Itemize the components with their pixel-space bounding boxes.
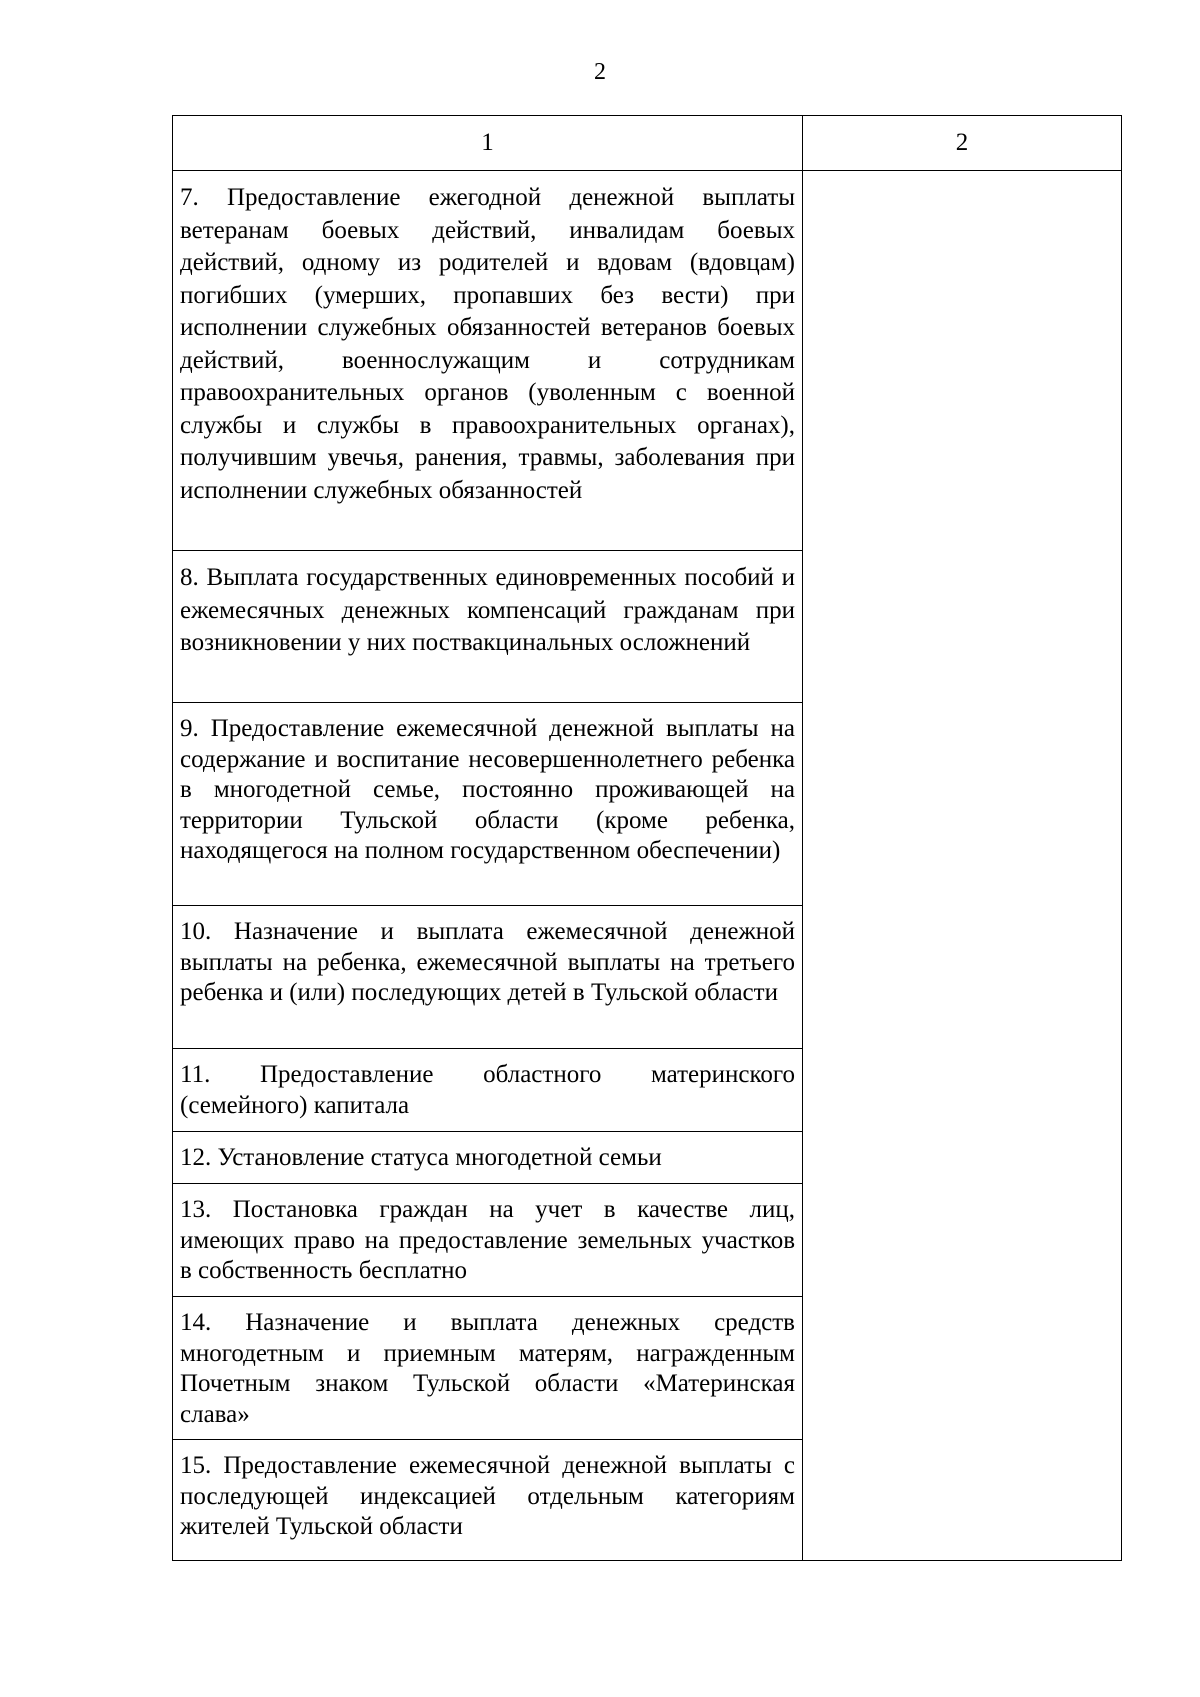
row-item-8: 8. Выплата государственных единовременных пособий и ежемесячных денежных компенсаций гражданам при возникновении у них поствакцинальных осложнений [173, 551, 803, 703]
row-item-12: 12. Установление статуса многодетной семьи [173, 1132, 803, 1184]
services-table [172, 115, 1122, 1561]
row-item-15: 15. Предоставление ежемесячной денежной выплаты с последующей индексацией отдельным категориям жителей Тульской области [173, 1440, 803, 1561]
row-item-9: 9. Предоставление ежемесячной денежной выплаты на содержание и воспитание несовершеннолетнего ребенка в многодетной семье, постоянно проживающей на территории Тульской области (кроме ребенка, находящегося на полном государственном обеспечении) [173, 703, 803, 906]
row-item-10: 10. Назначение и выплата ежемесячной денежной выплаты на ребенка, ежемесячной выплаты на третьего ребенка и (или) последующих детей в Тульской области [173, 906, 803, 1049]
column-header-2: 2 [803, 116, 1122, 171]
table-header-row [173, 116, 1122, 171]
table-row [173, 171, 1122, 551]
row-item-11: 11. Предоставление областного материнского (семейного) капитала [173, 1049, 803, 1132]
row-item-7: 7. Предоставление ежегодной денежной выплаты ветеранам боевых действий, инвалидам боевых действий, одному из родителей и вдовам (вдовцам) погибших (умерших, пропавших без вести) при исполнении служебных обязанностей ветеранов боевых действий, военнослужащим и сотрудникам правоохранительных органов (уволенным с военной службы и службы в правоохранительных органах), получившим увечья, ранения, травмы, заболевания при исполнении служебных обязанностей [173, 171, 803, 551]
column-header-1: 1 [173, 116, 803, 171]
row-item-13: 13. Постановка граждан на учет в качестве лиц, имеющих право на предоставление земельных участков в собственность бесплатно [173, 1184, 803, 1297]
page-number: 2 [594, 59, 606, 85]
column-2-cell [803, 171, 1122, 1561]
row-item-14: 14. Назначение и выплата денежных средств многодетным и приемным матерям, награжденным Почетным знаком Тульской области «Материнская слава» [173, 1297, 803, 1440]
